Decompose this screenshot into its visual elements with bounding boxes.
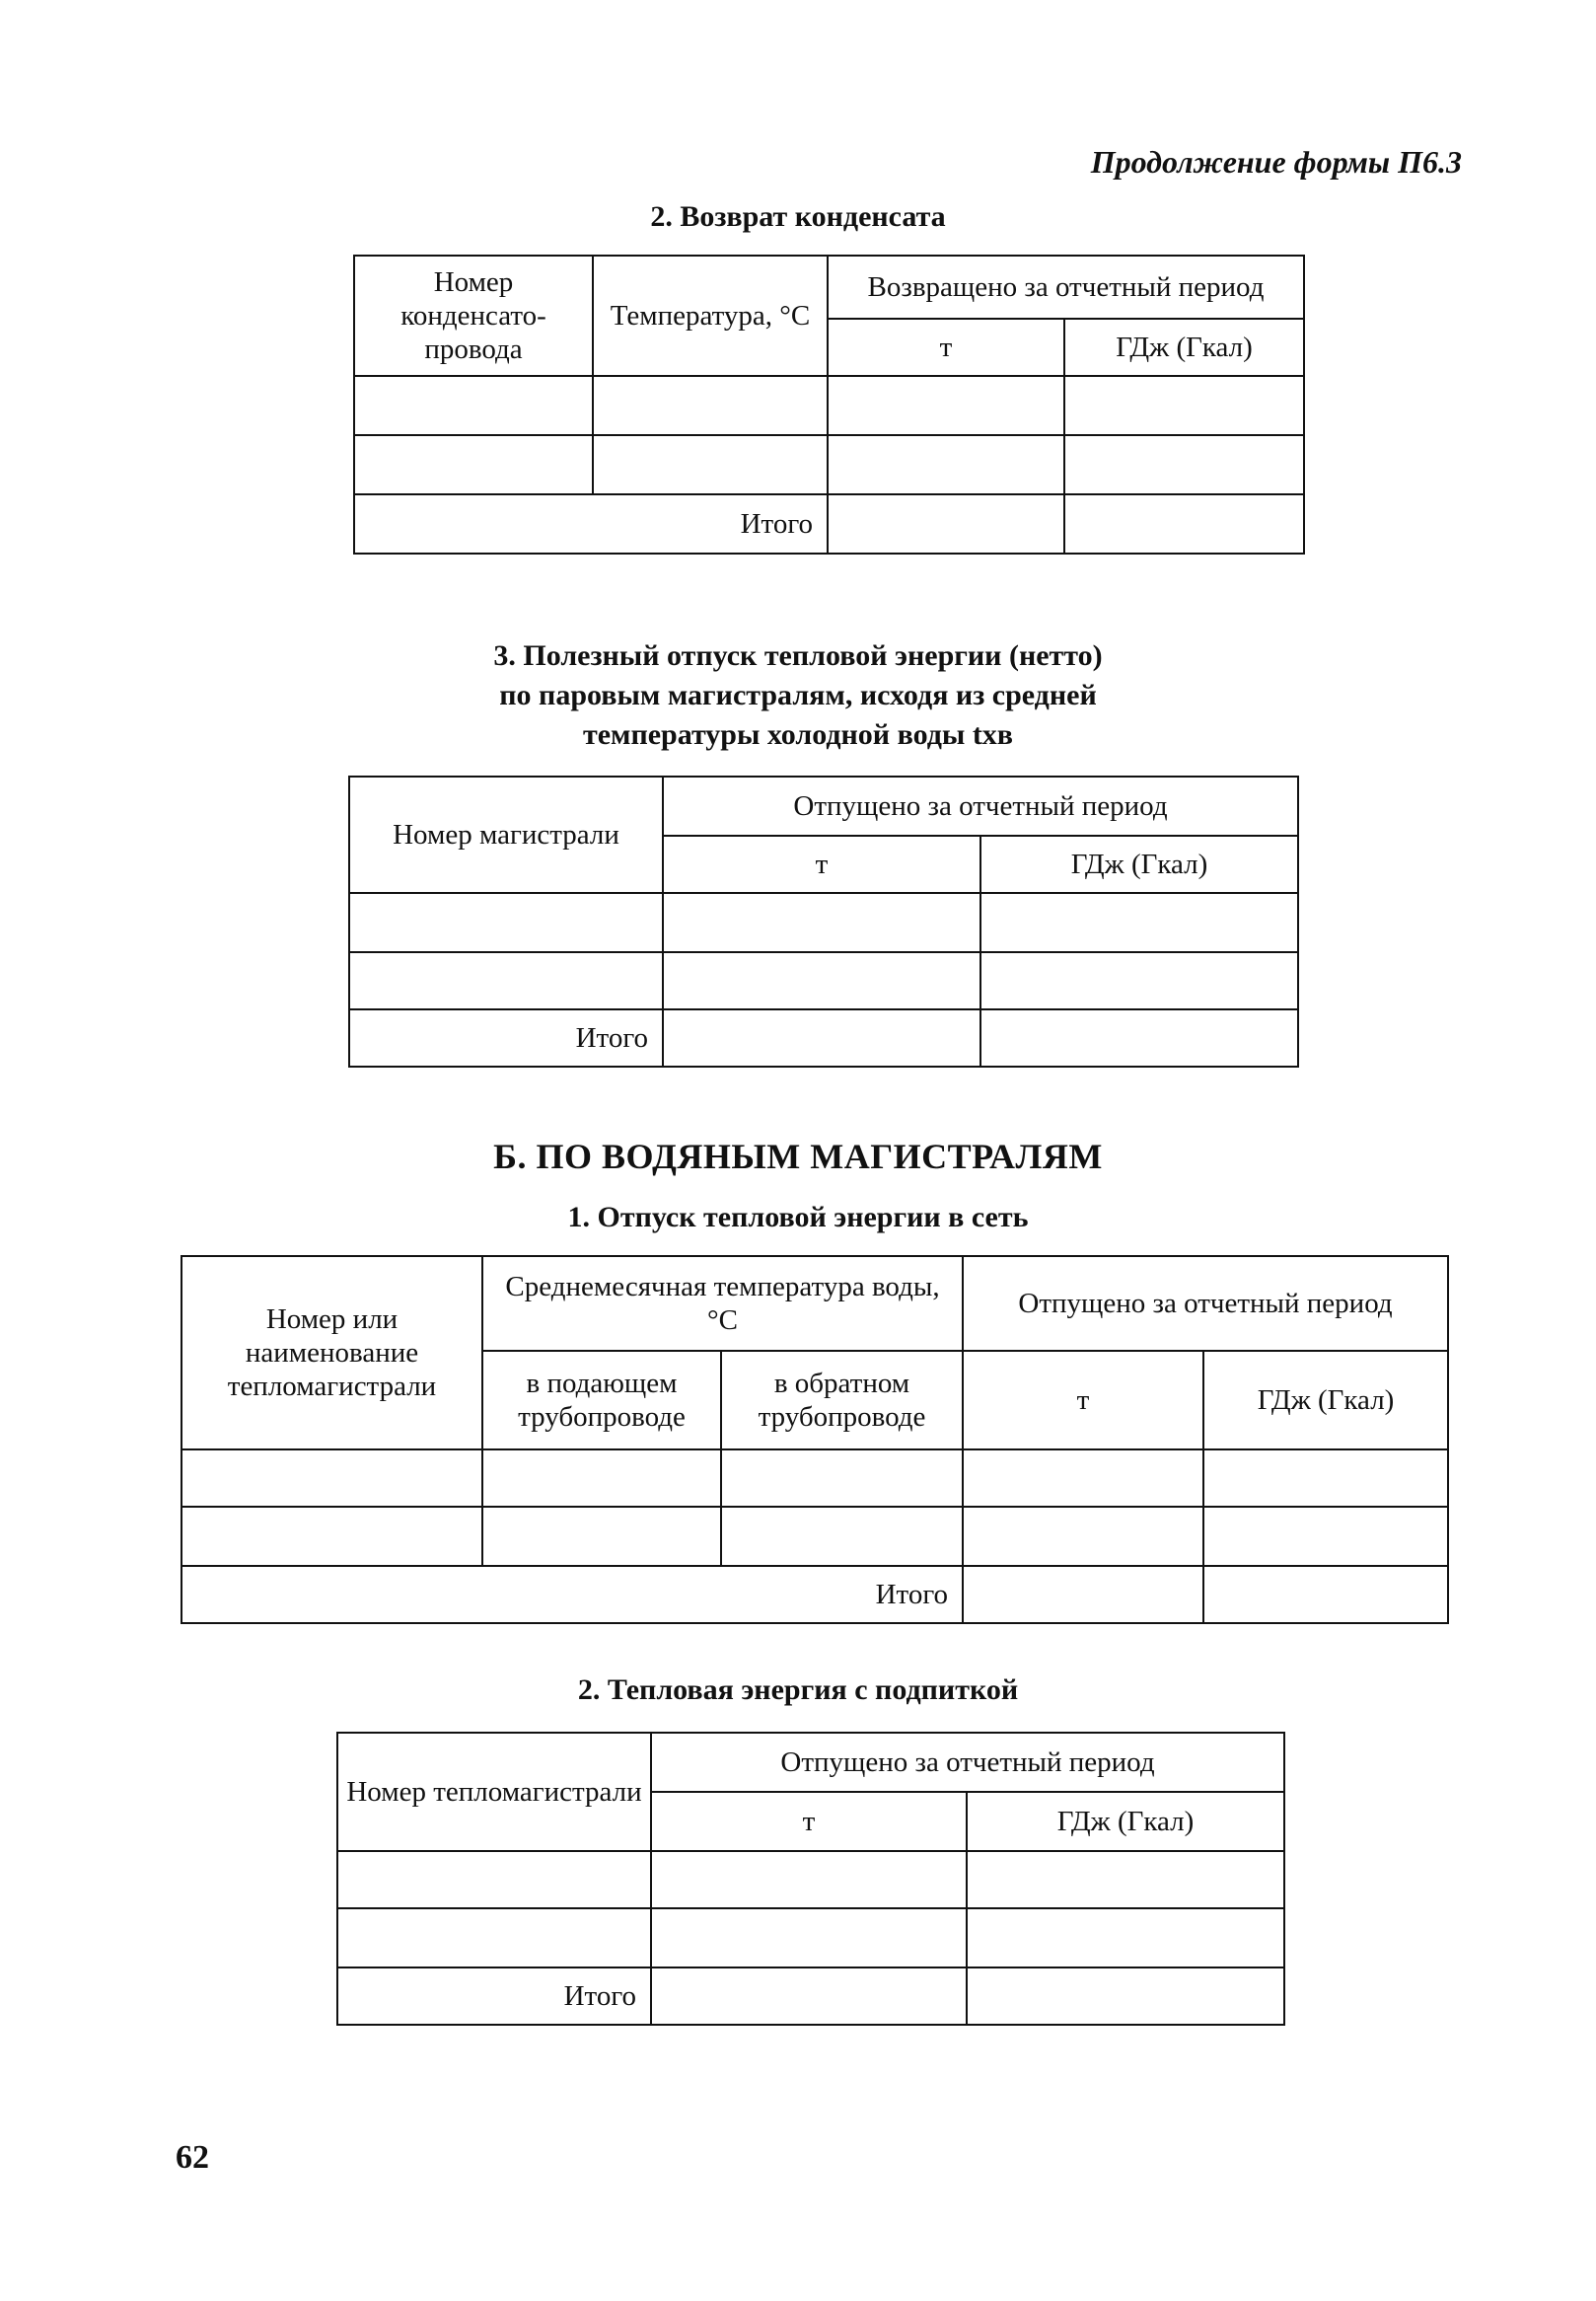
table-cell xyxy=(651,1851,967,1908)
steam-useful-table xyxy=(348,776,1299,1068)
table-cell xyxy=(349,952,663,1009)
header-cell-condensate-number: Номер конденсато-провода xyxy=(354,256,593,376)
table-cell xyxy=(963,1507,1203,1566)
table-cell xyxy=(651,1908,967,1967)
table-cell xyxy=(828,376,1064,435)
total-row xyxy=(337,1967,1284,2025)
makeup-table xyxy=(336,1732,1285,2026)
table-cell xyxy=(721,1507,963,1566)
table-cell xyxy=(963,1449,1203,1507)
table-cell xyxy=(663,952,980,1009)
table-cell xyxy=(181,1449,482,1507)
header-cell-t: т xyxy=(963,1351,1203,1449)
table-cell xyxy=(967,1908,1284,1967)
table-cell xyxy=(1203,1449,1448,1507)
table-row xyxy=(337,1908,1284,1967)
table-cell xyxy=(721,1449,963,1507)
header-cell-t: т xyxy=(663,836,980,893)
table-row xyxy=(349,893,1298,952)
steam-section-title-line3: температуры холодной воды tхв xyxy=(582,718,1014,751)
table-cell xyxy=(828,435,1064,494)
table-cell xyxy=(1203,1507,1448,1566)
total-label: Итого xyxy=(337,1967,651,2025)
table-row xyxy=(354,376,1304,435)
header-cell-avg-temperature: Среднемесячная температура воды, °C xyxy=(482,1256,963,1351)
table-row xyxy=(349,952,1298,1009)
table-cell xyxy=(980,893,1298,952)
table-cell xyxy=(651,1967,967,2025)
header-cell-released: Отпущено за отчетный период xyxy=(651,1733,1284,1792)
header-cell-main-name: Номер или наименование тепломагистрали xyxy=(181,1256,482,1449)
table-cell xyxy=(482,1449,721,1507)
total-label: Итого xyxy=(354,494,828,554)
total-label: Итого xyxy=(181,1566,963,1623)
total-row xyxy=(354,494,1304,554)
header-cell-returned: Возвращено за отчетный период xyxy=(828,256,1304,319)
header-cell-gj: ГДж (Гкал) xyxy=(1064,319,1304,376)
water-section-subtitle: 1. Отпуск тепловой энергии в сеть xyxy=(567,1201,1029,1233)
header-cell-t: т xyxy=(828,319,1064,376)
table-cell xyxy=(1064,494,1304,554)
table-cell xyxy=(593,435,828,494)
table-cell xyxy=(963,1566,1203,1623)
header-cell-gj: ГДж (Гкал) xyxy=(967,1792,1284,1851)
table-cell xyxy=(663,1009,980,1067)
table-cell xyxy=(354,376,593,435)
makeup-section-title: 2. Тепловая энергия с подпиткой xyxy=(577,1673,1019,1706)
header-cell-gj: ГДж (Гкал) xyxy=(1203,1351,1448,1449)
total-row xyxy=(181,1566,1448,1623)
table-cell xyxy=(828,494,1064,554)
table-cell xyxy=(181,1507,482,1566)
header-cell-t: т xyxy=(651,1792,967,1851)
table-cell xyxy=(593,376,828,435)
water-section-title: Б. ПО ВОДЯНЫМ МАГИСТРАЛЯМ xyxy=(493,1137,1103,1176)
header-cell-supply-pipe: в подающем трубопроводе xyxy=(482,1351,721,1449)
condensate-table xyxy=(353,255,1305,555)
table-cell xyxy=(1064,376,1304,435)
table-cell xyxy=(663,893,980,952)
table-row xyxy=(181,1449,1448,1507)
total-row xyxy=(349,1009,1298,1067)
header-cell-return-pipe: в обратном трубопроводе xyxy=(721,1351,963,1449)
table-cell xyxy=(482,1507,721,1566)
header-cell-released: Отпущено за отчетный период xyxy=(663,777,1298,836)
header-cell-main-number: Номер магистрали xyxy=(349,777,663,893)
water-release-table xyxy=(181,1255,1449,1624)
table-cell xyxy=(337,1908,651,1967)
header-cell-released: Отпущено за отчетный период xyxy=(963,1256,1448,1351)
table-cell xyxy=(967,1967,1284,2025)
table-cell xyxy=(980,1009,1298,1067)
table-row xyxy=(181,1507,1448,1566)
table-cell xyxy=(1064,435,1304,494)
total-label: Итого xyxy=(349,1009,663,1067)
header-cell-heating-main-number: Номер тепломагистрали xyxy=(337,1733,651,1851)
page-number: 62 xyxy=(176,2139,209,2176)
table-cell xyxy=(1203,1566,1448,1623)
header-cell-gj: ГДж (Гкал) xyxy=(980,836,1298,893)
steam-section-title-line2: по паровым магистралям, исходя из средней xyxy=(499,679,1097,711)
header-cell-temperature: Температура, °C xyxy=(593,256,828,376)
table-cell xyxy=(349,893,663,952)
table-cell xyxy=(980,952,1298,1009)
table-cell xyxy=(337,1851,651,1908)
table-cell xyxy=(354,435,593,494)
table-cell xyxy=(967,1851,1284,1908)
table-row xyxy=(354,435,1304,494)
steam-section-title-line1: 3. Полезный отпуск тепловой энергии (нетто) xyxy=(493,639,1103,672)
form-continuation-label: Продолжение формы П6.3 xyxy=(1090,144,1462,180)
condensate-section-title: 2. Возврат конденсата xyxy=(650,200,946,233)
table-row xyxy=(337,1851,1284,1908)
